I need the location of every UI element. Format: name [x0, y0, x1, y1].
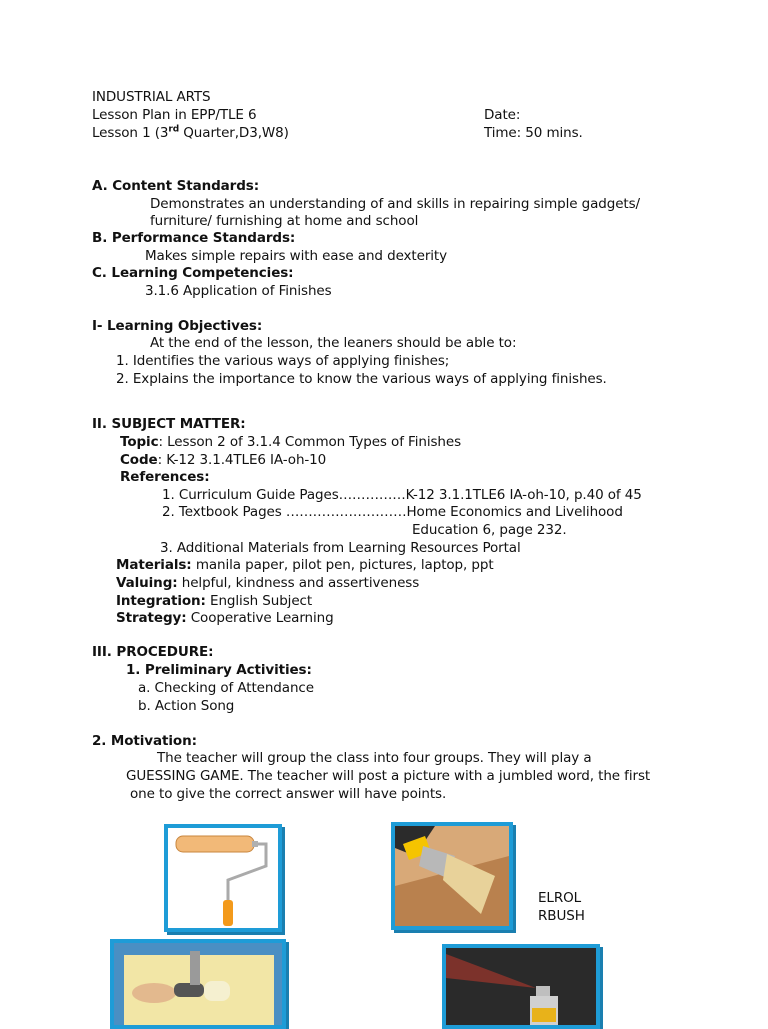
strategy-value: Cooperative Learning: [186, 610, 334, 626]
integration-label: Integration:: [116, 593, 206, 609]
objective-item: 2. Explains the importance to know the various ways of applying finishes.: [116, 371, 607, 387]
integration-line: [116, 592, 312, 610]
paint-brush-image: [391, 822, 513, 930]
paint-brush-icon: [395, 826, 509, 926]
reference-item: 1. Curriculum Guide Pages……………K-12 3.1.1TLE6 IA-oh-10, p.40 of 45: [162, 487, 642, 503]
content-standards-heading: A. Content Standards:: [92, 178, 260, 194]
jumbled-word: RBUSH: [538, 908, 585, 924]
motivation-line: one to give the correct answer will have points.: [130, 786, 447, 802]
valuing-line: [116, 574, 419, 592]
subject-matter-heading: II. SUBJECT MATTER:: [92, 416, 246, 432]
lesson-suffix: Quarter,D3,W8): [179, 125, 289, 141]
valuing-label: Valuing:: [116, 575, 178, 591]
topic-value: : Lesson 2 of 3.1.4 Common Types of Finishes: [158, 434, 462, 450]
motivation-line: GUESSING GAME. The teacher will post a picture with a jumbled word, the first: [126, 768, 651, 784]
topic-label: Topic: [120, 434, 159, 450]
time-label: Time: 50 mins.: [484, 125, 583, 141]
code-label: Code: [120, 452, 158, 468]
reference-item: 2. Textbook Pages ………………………Home Economics and Livelihood: [162, 504, 623, 520]
preliminary-activities: 1. Preliminary Activities:: [126, 662, 312, 678]
competencies-text: 3.1.6 Application of Finishes: [145, 283, 332, 299]
materials-line: [116, 556, 494, 574]
roller-tray-icon: [114, 943, 282, 1028]
lesson-plan-line: Lesson Plan in EPP/TLE 6: [92, 107, 257, 123]
motivation-heading: 2. Motivation:: [92, 733, 197, 749]
topic-line: [120, 433, 461, 451]
procedure-item: a. Checking of Attendance: [138, 680, 314, 696]
lesson-line: [92, 124, 289, 142]
competencies-heading: C. Learning Competencies:: [92, 265, 294, 281]
code-value: : K-12 3.1.4TLE6 IA-oh-10: [157, 452, 327, 468]
objectives-intro: At the end of the lesson, the leaners should be able to:: [150, 335, 517, 351]
strategy-line: [116, 609, 334, 627]
objective-item: 1. Identifies the various ways of applying finishes;: [116, 353, 450, 369]
paint-roller-image: [164, 824, 282, 932]
strategy-label: Strategy:: [116, 610, 187, 626]
content-standards-line2: furniture/ furnishing at home and school: [150, 213, 419, 229]
procedure-heading: III. PROCEDURE:: [92, 644, 214, 660]
materials-value: manila paper, pilot pen, pictures, laptop, ppt: [191, 557, 494, 573]
paint-roller-icon: [168, 828, 278, 928]
content-standards-line1: Demonstrates an understanding of and skills in repairing simple gadgets/: [150, 196, 640, 212]
date-label: Date:: [484, 107, 521, 123]
reference-item: 3. Additional Materials from Learning Resources Portal: [160, 540, 521, 556]
materials-label: Materials:: [116, 557, 192, 573]
objectives-heading: I- Learning Objectives:: [92, 318, 263, 334]
lesson-prefix: Lesson 1 (3: [92, 125, 169, 141]
reference-item-continued: Education 6, page 232.: [412, 522, 567, 538]
spray-can-image: [442, 944, 600, 1029]
valuing-value: helpful, kindness and assertiveness: [177, 575, 420, 591]
roller-tray-image: [110, 939, 286, 1029]
references-label: References:: [120, 469, 210, 485]
document-title: INDUSTRIAL ARTS: [92, 89, 211, 105]
lesson-superscript: rd: [168, 124, 180, 135]
integration-value: English Subject: [205, 593, 313, 609]
performance-standards-text: Makes simple repairs with ease and dexterity: [145, 248, 448, 264]
code-line: [120, 451, 326, 469]
motivation-line: The teacher will group the class into four groups. They will play a: [157, 750, 592, 766]
procedure-item: b. Action Song: [138, 698, 235, 714]
performance-standards-heading: B. Performance Standards:: [92, 230, 296, 246]
jumbled-word: ELROL: [538, 890, 582, 906]
spray-can-icon: [446, 948, 596, 1028]
